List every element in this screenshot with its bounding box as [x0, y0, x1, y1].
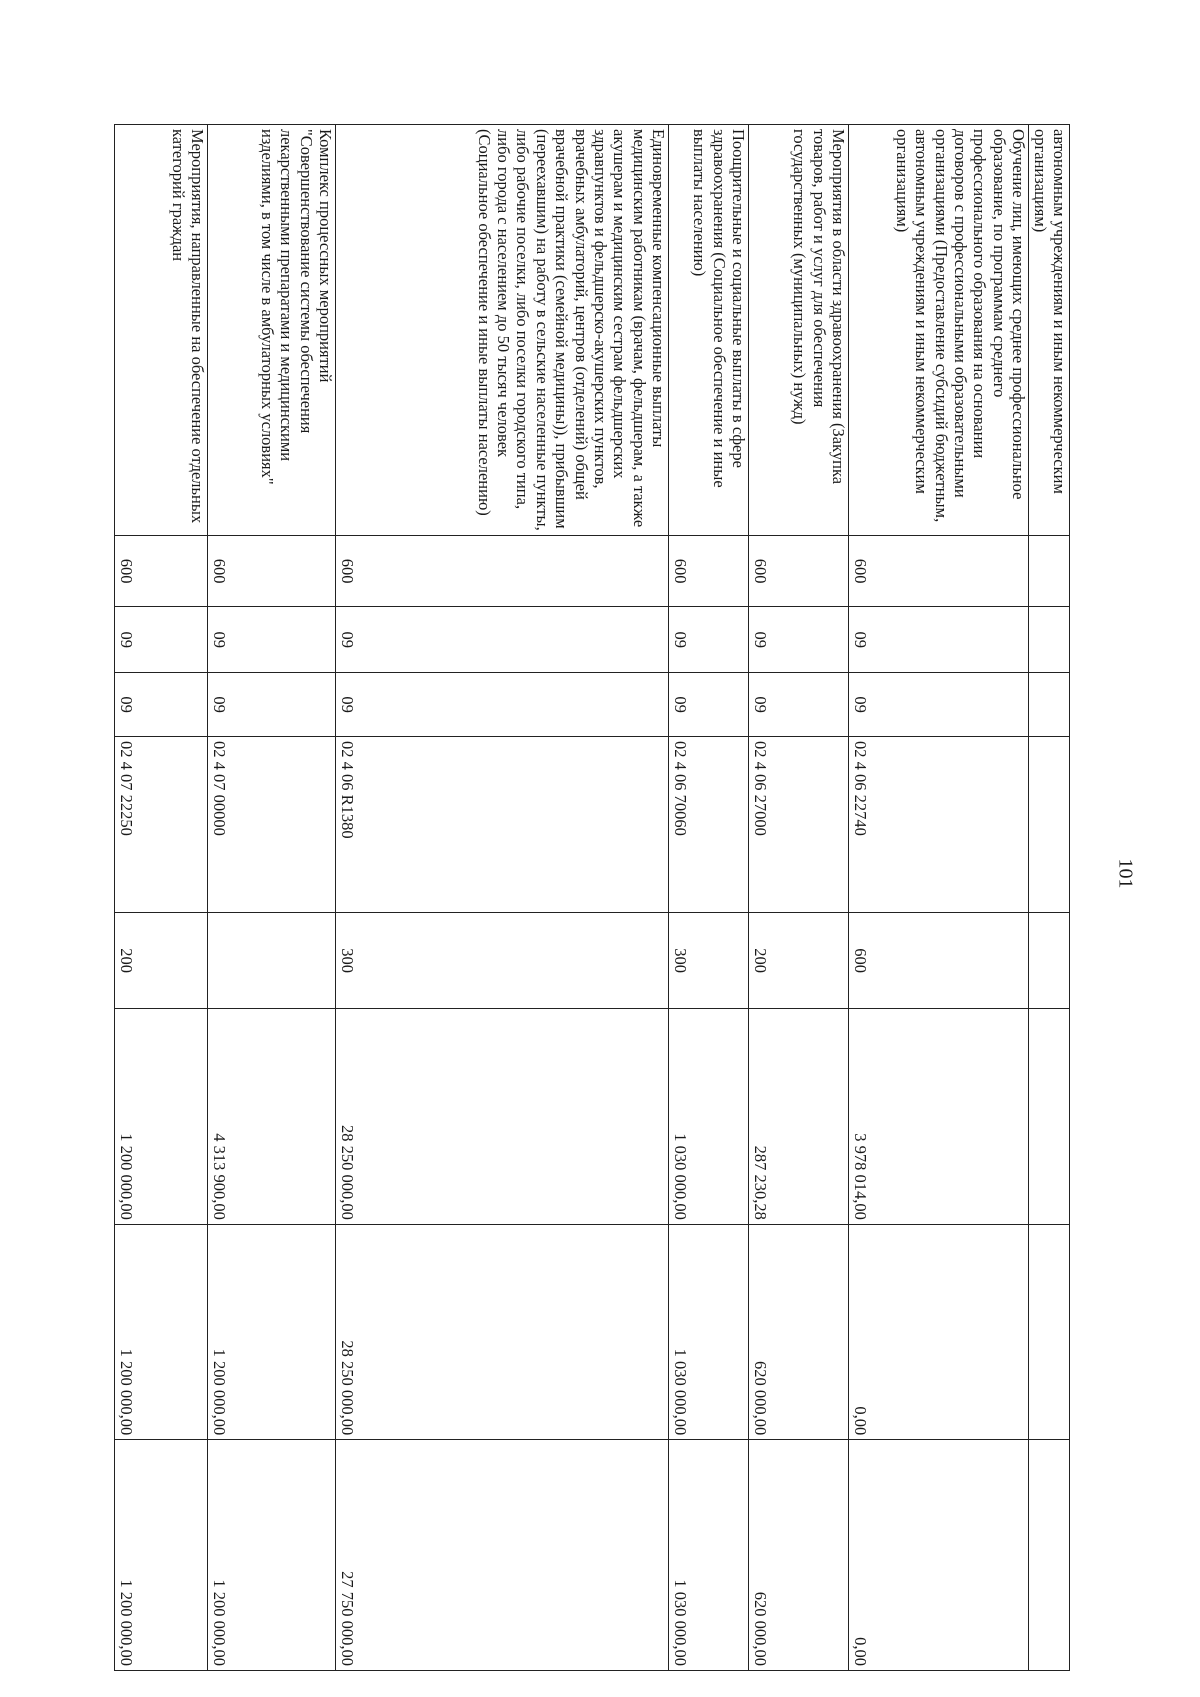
cell-pr: 09: [669, 673, 749, 737]
cell-sum-2: 1 030 000,00: [669, 1224, 749, 1439]
cell-sum-2: 1 200 000,00: [115, 1224, 208, 1439]
cell-rz: 09: [208, 607, 336, 673]
cell-name: Единовременные компенсационные выплаты медицинским работникам (врачам, фельдшерам, а также акушерам и медицинским сестрам фельдшерских здравпунктов и фельдшерско-акушерских пунктов, врачебных амбулаторий, центров (отделений) общей врачебной практики (семейной медицины)), прибывшим (переехавшим) на работу в сельские населенные пункты, либо рабочие поселки, либо поселки городского типа, либо города с населением до 50 тысяч человек (Социальное обеспечение и иные выплаты населению): [336, 125, 669, 536]
table-row: [115, 125, 208, 1671]
cell-rz: 09: [849, 607, 1029, 673]
page-number: 101: [1114, 858, 1137, 889]
cell-csr: 02 4 06 70060: [669, 736, 749, 912]
table-row: [336, 125, 669, 1671]
table-row: [208, 125, 336, 1671]
cell-ved: 600: [115, 535, 208, 606]
cell-csr: 02 4 06 27000: [749, 736, 849, 912]
cell-sum-3: [1029, 1440, 1070, 1671]
cell-sum-3: 0,00: [849, 1440, 1029, 1671]
cell-pr: [1029, 673, 1070, 737]
cell-name: Обучение лиц, имеющих среднее профессиональное образование, по программам среднего профессионального образования на основании договоров с профессиональными образовательными организациями (Предоставление субсидий бюджетным, автономным учреждениям и иным некоммерческим организациям): [849, 125, 1029, 536]
cell-sum-3: 1 030 000,00: [669, 1440, 749, 1671]
cell-rz: 09: [115, 607, 208, 673]
cell-name: Мероприятия, направленные на обеспечение отдельных категорий граждан: [115, 125, 208, 536]
cell-sum-1: 4 313 900,00: [208, 1009, 336, 1224]
cell-vr: [208, 912, 336, 1009]
cell-vr: 200: [749, 912, 849, 1009]
cell-csr: [1029, 736, 1070, 912]
cell-vr: 600: [849, 912, 1029, 1009]
table-row: [749, 125, 849, 1671]
cell-sum-3: 1 200 000,00: [208, 1440, 336, 1671]
cell-sum-1: 28 250 000,00: [336, 1009, 669, 1224]
table-row: [669, 125, 749, 1671]
cell-csr: 02 4 07 22250: [115, 736, 208, 912]
cell-sum-2: 28 250 000,00: [336, 1224, 669, 1439]
budget-table-container: [116, 124, 1200, 1666]
cell-name: Комплекс процессных мероприятий "Совершенствование системы обеспечения лекарственными препаратами и медицинскими изделиями, в том числе в амбулаторных условиях": [208, 125, 336, 536]
cell-vr: [1029, 912, 1070, 1009]
cell-rz: 09: [749, 607, 849, 673]
cell-vr: 300: [669, 912, 749, 1009]
cell-sum-1: [1029, 1009, 1070, 1224]
cell-rz: [1029, 607, 1070, 673]
cell-rz: 09: [669, 607, 749, 673]
cell-ved: 600: [336, 535, 669, 606]
table-row: [1029, 125, 1070, 1671]
cell-sum-1: 1 030 000,00: [669, 1009, 749, 1224]
cell-name: автономным учреждениям и иным некоммерческим организациям): [1029, 125, 1070, 536]
cell-ved: 600: [208, 535, 336, 606]
cell-ved: 600: [749, 535, 849, 606]
cell-sum-3: 1 200 000,00: [115, 1440, 208, 1671]
cell-sum-2: [1029, 1224, 1070, 1439]
table-row: [849, 125, 1029, 1671]
cell-csr: 02 4 06 R1380: [336, 736, 669, 912]
budget-table-rotated: [116, 124, 1070, 1671]
cell-sum-1: 3 978 014,00: [849, 1009, 1029, 1224]
cell-vr: 200: [115, 912, 208, 1009]
cell-vr: 300: [336, 912, 669, 1009]
cell-sum-2: 620 000,00: [749, 1224, 849, 1439]
cell-sum-3: 620 000,00: [749, 1440, 849, 1671]
cell-ved: 600: [849, 535, 1029, 606]
cell-sum-1: 287 230,28: [749, 1009, 849, 1224]
cell-sum-2: 1 200 000,00: [208, 1224, 336, 1439]
cell-name: Поощрительные и социальные выплаты в сфере здравоохранения (Социальное обеспечение и иные выплаты населению): [669, 125, 749, 536]
cell-csr: 02 4 06 22740: [849, 736, 1029, 912]
cell-sum-1: 1 200 000,00: [115, 1009, 208, 1224]
budget-table: [114, 124, 1070, 1671]
cell-pr: 09: [749, 673, 849, 737]
cell-csr: 02 4 07 00000: [208, 736, 336, 912]
cell-pr: 09: [849, 673, 1029, 737]
cell-name: Мероприятия в области здравоохранения (Закупка товаров, работ и услуг для обеспечения государственных (муниципальных) нужд): [749, 125, 849, 536]
cell-ved: 600: [669, 535, 749, 606]
cell-pr: 09: [115, 673, 208, 737]
cell-ved: [1029, 535, 1070, 606]
cell-pr: 09: [336, 673, 669, 737]
cell-pr: 09: [208, 673, 336, 737]
cell-sum-2: 0,00: [849, 1224, 1029, 1439]
cell-rz: 09: [336, 607, 669, 673]
cell-sum-3: 27 750 000,00: [336, 1440, 669, 1671]
